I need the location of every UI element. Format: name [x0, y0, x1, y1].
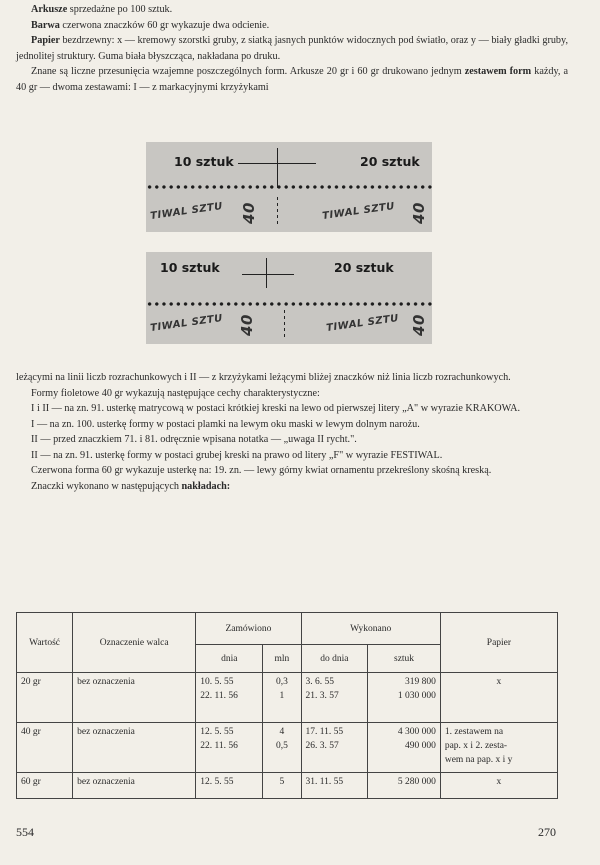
cell-line: bez oznaczenia	[77, 777, 135, 787]
stamp-text-left: TIWAL SZTU	[149, 200, 224, 223]
stamp-value-right: 40	[409, 202, 428, 224]
stamp-value-left: 40	[237, 314, 256, 336]
registration-cross-vertical	[277, 148, 278, 188]
paragraph-flaw-91-ii: II — na zn. 91. usterkę formy w postaci grubej kreski na prawo od litery „F" w wyrazie FESTIWAL.	[31, 449, 443, 461]
cell-line: 490 000	[404, 741, 436, 751]
cell-do-dnia	[301, 673, 368, 723]
table-row	[17, 723, 558, 773]
text: Znane są liczne przesunięcia wzajemne poszczególnych form. Arkusze 20 gr i 60 gr drukowano jednym	[31, 66, 462, 77]
header-oznaczenie: Oznaczenie walca	[73, 613, 196, 673]
cell-line: 22. 11. 56	[200, 691, 238, 701]
table-body	[17, 673, 558, 799]
term-papier: Papier	[31, 35, 60, 46]
cell-line: 21. 3. 57	[305, 691, 339, 701]
cell-line: 319 800	[404, 677, 436, 687]
cell-line: 1	[279, 691, 285, 701]
figure-label-right: 20 sztuk	[334, 260, 394, 275]
stamp-strip	[146, 314, 432, 340]
cell-line: 22. 11. 56	[200, 741, 238, 751]
paragraph-flaw-91: I i II — na zn. 91. usterkę matrycową w postaci krótkiej kreski na lewo od pierwszej litery „A" w wyrazie KRAKOWA.	[31, 403, 521, 414]
cell-wartosc	[17, 673, 73, 723]
table-row	[17, 773, 558, 799]
cell-oznaczenie	[73, 673, 196, 723]
figure-label-left: 10 sztuk	[160, 260, 220, 275]
cell-papier	[440, 723, 557, 773]
cell-line: 12. 5. 55	[200, 777, 234, 787]
registration-cross-horizontal	[238, 163, 316, 164]
header-zamowiono: Zamówiono	[196, 613, 301, 645]
cell-papier	[440, 673, 557, 723]
header-do-dnia: do dnia	[301, 645, 368, 673]
features-text	[16, 370, 568, 494]
cell-line: 40 gr	[21, 727, 41, 737]
header-dnia: dnia	[196, 645, 263, 673]
term-naklady: nakładach:	[181, 480, 231, 492]
cell-sztuk	[368, 673, 441, 723]
cell-line: bez oznaczenia	[77, 727, 135, 737]
paragraph-color	[16, 18, 568, 34]
header-papier: Papier	[440, 613, 557, 673]
paragraph-crosses: leżącymi na linii liczb rozrachunkowych i II — z krzyżykami leżącymi bliżej znaczków niż linia liczb rozrachunkowych.	[16, 372, 511, 383]
registration-cross-horizontal	[242, 274, 294, 275]
stamp-text-right: TIWAL SZTU	[325, 312, 400, 335]
header-sztuk: sztuk	[368, 645, 441, 673]
paragraph-flaw-100: I — na zn. 100. usterkę formy w postaci plamki na lewym oku maski w lewym dolnym narożu.	[31, 418, 420, 430]
table-row	[17, 673, 558, 723]
cell-line: 5	[279, 777, 285, 787]
cell-oznaczenie	[73, 773, 196, 799]
page-number-right: 270	[538, 825, 556, 839]
term-arkusze: Arkusze	[31, 4, 68, 15]
stamp-strip	[146, 202, 432, 226]
cell-do-dnia	[301, 723, 368, 773]
text: Znaczki wykonano w następujących	[31, 480, 179, 492]
term-zestaw-form: zestawem form	[464, 66, 532, 77]
text: bezdrzewny: x — kremowy szorstki gruby, z siatką jasnych punktów widocznych pod światło, oraz y — biały gładki gruby, jednolitej struktury. Guma biała błyszcząca, nakładana po druku.	[16, 35, 569, 62]
cell-mln	[263, 723, 301, 773]
cell-line: 1 030 000	[397, 691, 436, 701]
header-mln: mln	[263, 645, 301, 673]
cell-do-dnia	[301, 773, 368, 799]
paragraph-sheets	[16, 2, 568, 18]
cell-mln	[263, 673, 301, 723]
cell-line: x	[496, 777, 502, 787]
text: każdy, a 40 gr — dwoma zestawami: I — z markacyjnymi krzyżykami	[16, 66, 569, 93]
cell-line: 0,5	[275, 741, 288, 751]
figure-set-1	[146, 142, 432, 232]
term-barwa: Barwa	[31, 19, 60, 31]
cell-line: wem na pap. x i y	[444, 755, 513, 765]
figure-label-right: 20 sztuk	[360, 154, 420, 169]
cell-line: 3. 6. 55	[305, 677, 335, 687]
print-runs-table	[16, 612, 558, 799]
cell-mln	[263, 773, 301, 799]
cell-line: x	[496, 677, 502, 687]
cell-line: 31. 11. 55	[305, 777, 344, 787]
cell-sztuk	[368, 773, 441, 799]
header-wartosc: Wartość	[17, 613, 73, 673]
perforation-row	[146, 185, 432, 189]
page-number-left: 554	[16, 825, 34, 839]
stamp-text-left: TIWAL SZTU	[149, 312, 224, 335]
paragraph-note-71-81: II — przed znaczkiem 71. i 81. odręcznie wpisana notatka — „uwaga II rycht.".	[31, 434, 357, 445]
stamp-text-right: TIWAL SZTU	[321, 200, 396, 223]
cell-dnia	[196, 723, 263, 773]
intro-text	[16, 2, 568, 95]
cell-line: 4 300 000	[397, 727, 436, 737]
figure-set-2	[146, 252, 432, 344]
cell-oznaczenie	[73, 723, 196, 773]
cell-line: 1. zestawem na	[444, 727, 504, 737]
text: sprzedażne po 100 sztuk.	[69, 4, 173, 15]
stamp-value-left: 40	[239, 202, 258, 224]
cell-line: 10. 5. 55	[200, 677, 234, 687]
cell-sztuk	[368, 723, 441, 773]
cell-line: pap. x i 2. zesta-	[444, 741, 508, 751]
cell-dnia	[196, 673, 263, 723]
cell-line: bez oznaczenia	[77, 677, 135, 687]
registration-cross-vertical	[266, 258, 267, 288]
cell-papier	[440, 773, 557, 799]
figure-label-left: 10 sztuk	[174, 154, 234, 169]
cell-line: 5 280 000	[397, 777, 436, 787]
cell-line: 26. 3. 57	[305, 741, 339, 751]
cell-wartosc	[17, 773, 73, 799]
text: czerwona znaczków 60 gr wykazuje dwa odcienie.	[62, 19, 270, 31]
paragraph-forms	[16, 64, 568, 95]
cell-line: 60 gr	[21, 777, 41, 787]
cell-line: 12. 5. 55	[200, 727, 234, 737]
cell-line: 4	[279, 727, 285, 737]
header-wykonano: Wykonano	[301, 613, 440, 645]
paragraph-features-intro: Formy fioletowe 40 gr wykazują następujące cechy charakterystyczne:	[31, 387, 320, 399]
cell-line: 0,3	[275, 677, 288, 687]
perforation-row	[146, 302, 432, 306]
cell-dnia	[196, 773, 263, 799]
cell-wartosc	[17, 723, 73, 773]
cell-line: 20 gr	[21, 677, 41, 687]
paragraph-paper	[16, 33, 568, 64]
cell-line: 17. 11. 55	[305, 727, 344, 737]
paragraph-flaw-60gr: Czerwona forma 60 gr wykazuje usterkę na: 19. zn. — lewy górny kwiat ornamentu przekreślony skośną kreską.	[31, 465, 492, 476]
stamp-value-right: 40	[409, 314, 428, 336]
paragraph-print-runs	[16, 479, 568, 495]
